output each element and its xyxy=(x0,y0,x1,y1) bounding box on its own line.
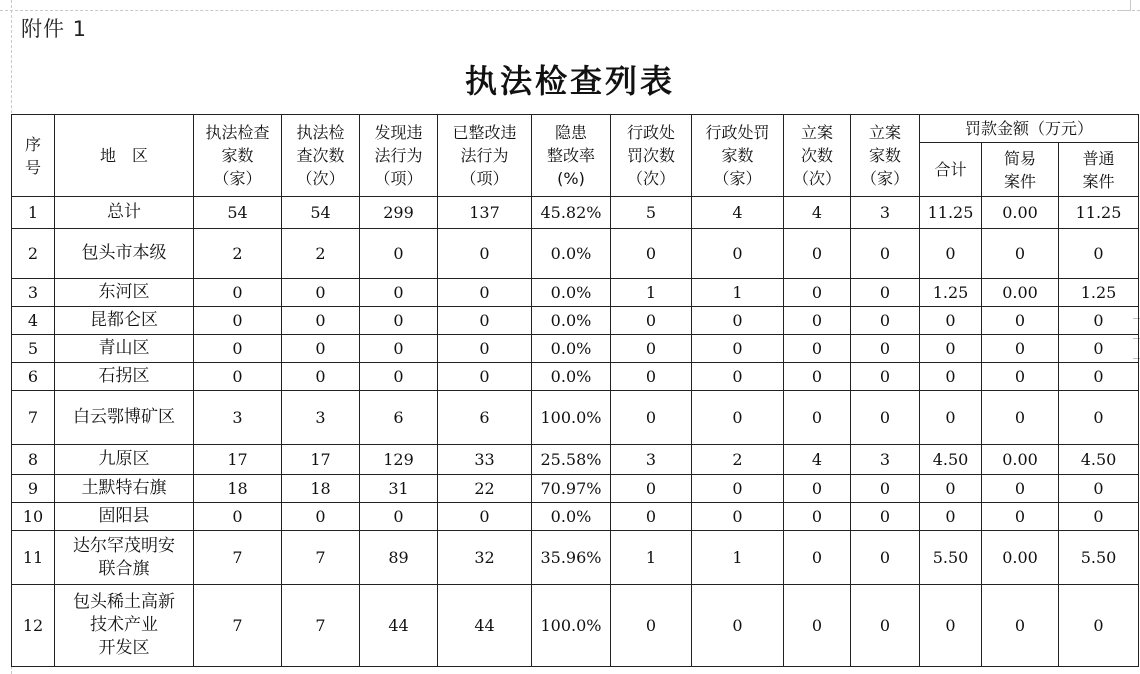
region-line: 技术产业 xyxy=(90,615,158,635)
header-line: 普通 xyxy=(1082,148,1115,168)
header-line: 已整改违 xyxy=(452,123,517,142)
table-cell: 3 xyxy=(611,445,692,475)
table-cell: 5.50 xyxy=(1059,531,1139,585)
table-cell: 0 xyxy=(982,229,1059,279)
table-cell: 22 xyxy=(438,475,532,503)
table-cell: 0 xyxy=(851,279,920,307)
header-line: 执法检查 xyxy=(205,123,270,142)
region-line: 达尔罕茂明安 xyxy=(73,535,175,556)
table-cell: 0 xyxy=(851,391,920,445)
table-cell: 0 xyxy=(920,475,982,503)
table-cell: 33 xyxy=(438,445,532,475)
header-case-households xyxy=(851,115,920,197)
table-cell: 0 xyxy=(282,279,360,307)
table-cell: 0 xyxy=(1059,229,1139,279)
table-cell: 0.00 xyxy=(982,531,1059,585)
table-row xyxy=(12,475,1139,503)
table-cell: 0 xyxy=(360,279,438,307)
header-line: 家数 xyxy=(221,146,254,165)
table-cell: 5 xyxy=(611,197,692,229)
table-body xyxy=(12,197,1139,667)
header-line: 执法检 xyxy=(296,123,345,142)
table-cell: 0 xyxy=(920,585,982,667)
table-cell: 5.50 xyxy=(920,531,982,585)
table-cell: 137 xyxy=(438,197,532,229)
table-cell: 0 xyxy=(438,363,532,391)
header-inspections-households xyxy=(194,115,282,197)
row-region xyxy=(55,229,194,279)
table-cell: 54 xyxy=(282,197,360,229)
attachment-label: 附件 1 xyxy=(21,17,88,41)
table-cell: 0 xyxy=(692,475,784,503)
table-cell: 0 xyxy=(692,585,784,667)
table-cell: 0 xyxy=(611,585,692,667)
table-cell: 32 xyxy=(438,531,532,585)
table-cell: 0 xyxy=(784,363,851,391)
table-cell: 299 xyxy=(360,197,438,229)
row-region xyxy=(55,307,194,335)
row-region xyxy=(55,363,194,391)
table-cell: 4 xyxy=(784,197,851,229)
row-region xyxy=(55,391,194,445)
table-cell: 3 xyxy=(194,391,282,445)
row-region xyxy=(55,585,194,667)
row-seq: 4 xyxy=(12,307,55,335)
table-cell: 0.00 xyxy=(982,197,1059,229)
header-line: （次） xyxy=(792,169,841,188)
table-cell: 6 xyxy=(360,391,438,445)
table-cell: 0 xyxy=(784,229,851,279)
table-cell: 0 xyxy=(611,335,692,363)
table-cell: 0 xyxy=(692,307,784,335)
table-cell: 0 xyxy=(982,391,1059,445)
table-cell: 0 xyxy=(851,503,920,531)
row-region xyxy=(55,475,194,503)
table-cell: 18 xyxy=(282,475,360,503)
table-cell: 0 xyxy=(611,503,692,531)
header-fine-total xyxy=(920,143,982,197)
row-seq: 1 xyxy=(12,197,55,229)
header-line: （次） xyxy=(626,169,675,188)
header-seq xyxy=(12,115,55,197)
table-cell: 0 xyxy=(282,307,360,335)
table-cell: 0.0% xyxy=(532,279,611,307)
table-cell: 0 xyxy=(1059,475,1139,503)
table-cell: 1.25 xyxy=(1059,279,1139,307)
header-line: 案件 xyxy=(1082,171,1115,191)
region-line: 青山区 xyxy=(98,338,150,358)
header-admin-penalty-households xyxy=(692,115,784,197)
table-cell: 3 xyxy=(851,197,920,229)
table-cell: 0 xyxy=(611,229,692,279)
header-case-count xyxy=(784,115,851,197)
row-region xyxy=(55,197,194,229)
row-seq: 7 xyxy=(12,391,55,445)
table-row xyxy=(12,363,1139,391)
table-cell: 0 xyxy=(920,363,982,391)
table-cell: 3 xyxy=(851,445,920,475)
table-cell: 0 xyxy=(611,391,692,445)
table-cell: 44 xyxy=(360,585,438,667)
header-line: 家数 xyxy=(868,146,901,165)
table-row xyxy=(12,503,1139,531)
table-cell: 1.25 xyxy=(920,279,982,307)
row-region xyxy=(55,531,194,585)
table-cell: 0.0% xyxy=(532,307,611,335)
page-edge-top xyxy=(0,10,1140,11)
region-line: 固阳县 xyxy=(98,506,150,526)
region-line: 东河区 xyxy=(98,282,150,302)
table-cell: 1 xyxy=(611,531,692,585)
table-cell: 11.25 xyxy=(920,197,982,229)
table-cell: 1 xyxy=(692,531,784,585)
table-cell: 17 xyxy=(194,445,282,475)
header-row-top xyxy=(12,115,1139,143)
region-line: 白云鄂博矿区 xyxy=(73,407,175,427)
table-cell: 0 xyxy=(692,335,784,363)
table-cell: 0 xyxy=(1059,335,1139,363)
table-cell: 0 xyxy=(784,335,851,363)
table-cell: 129 xyxy=(360,445,438,475)
table-cell: 7 xyxy=(194,585,282,667)
table-cell: 0 xyxy=(851,531,920,585)
header-line: 行政处 xyxy=(626,123,675,142)
region-line: 昆都仑区 xyxy=(90,310,158,330)
table-cell: 4.50 xyxy=(1059,445,1139,475)
table-cell: 6 xyxy=(438,391,532,445)
table-cell: 0 xyxy=(920,503,982,531)
table-cell: 25.58% xyxy=(532,445,611,475)
table-cell: 7 xyxy=(194,531,282,585)
header-violations-found xyxy=(360,115,438,197)
table-cell: 0 xyxy=(611,307,692,335)
table-cell: 0 xyxy=(1059,363,1139,391)
row-seq: 11 xyxy=(12,531,55,585)
table-cell: 0 xyxy=(784,391,851,445)
region-line: 包头市本级 xyxy=(81,243,167,263)
table-cell: 0 xyxy=(282,335,360,363)
table-cell: 0 xyxy=(784,585,851,667)
table-cell: 35.96% xyxy=(532,531,611,585)
table-cell: 0 xyxy=(194,503,282,531)
table-row xyxy=(12,197,1139,229)
table-cell: 0 xyxy=(438,279,532,307)
table-row xyxy=(12,391,1139,445)
table-cell: 4.50 xyxy=(920,445,982,475)
table-cell: 0 xyxy=(920,307,982,335)
table-cell: 0 xyxy=(851,229,920,279)
table-cell: 31 xyxy=(360,475,438,503)
header-fine-group: 罚款金额（万元） xyxy=(920,115,1139,143)
table-cell: 0.0% xyxy=(532,335,611,363)
header-line: （项） xyxy=(460,169,509,188)
header-line: 发现违 xyxy=(374,123,423,142)
header-line: 序 xyxy=(24,134,41,154)
header-line: 查次数 xyxy=(296,146,345,165)
table-cell: 0 xyxy=(692,503,784,531)
inspection-table xyxy=(11,114,1139,667)
table-cell: 0 xyxy=(851,585,920,667)
table-cell: 0 xyxy=(438,229,532,279)
table-cell: 54 xyxy=(194,197,282,229)
header-line: 简易 xyxy=(1003,148,1036,168)
table-cell: 0 xyxy=(194,307,282,335)
table-row xyxy=(12,335,1139,363)
table-cell: 100.0% xyxy=(532,585,611,667)
region-line: 包头稀土高新 xyxy=(73,592,175,612)
table-cell: 7 xyxy=(282,585,360,667)
region-line: 开发区 xyxy=(98,638,150,658)
header-fine-simple xyxy=(982,143,1059,197)
table-cell: 0.00 xyxy=(982,279,1059,307)
table-cell: 0 xyxy=(1059,503,1139,531)
table-cell: 0 xyxy=(982,503,1059,531)
table-row xyxy=(12,229,1139,279)
region-line: 土默特右旗 xyxy=(81,478,167,498)
table-cell: 0 xyxy=(360,503,438,531)
table-cell: 0 xyxy=(692,363,784,391)
table-cell: 0 xyxy=(784,531,851,585)
header-line: 法行为 xyxy=(374,146,423,165)
table-cell: 0 xyxy=(920,229,982,279)
table-cell: 0 xyxy=(360,335,438,363)
table-cell: 0 xyxy=(982,363,1059,391)
table-cell: 0.0% xyxy=(532,363,611,391)
region-line: 联合旗 xyxy=(98,558,150,579)
row-seq: 5 xyxy=(12,335,55,363)
table-cell: 0 xyxy=(982,585,1059,667)
header-line: （项） xyxy=(374,169,423,188)
table-cell: 0 xyxy=(360,229,438,279)
header-line: 家数 xyxy=(721,146,754,165)
row-seq: 2 xyxy=(12,229,55,279)
table-row xyxy=(12,531,1139,585)
row-seq: 8 xyxy=(12,445,55,475)
header-line: 法行为 xyxy=(460,146,509,165)
table-cell: 0 xyxy=(784,475,851,503)
table-cell: 0.0% xyxy=(532,229,611,279)
table-cell: 0 xyxy=(1059,585,1139,667)
table-cell: 2 xyxy=(194,229,282,279)
region-line: 石拐区 xyxy=(98,366,150,386)
header-line: （次） xyxy=(296,169,345,188)
region-line: 九原区 xyxy=(98,449,150,469)
header-line: （家） xyxy=(860,169,909,188)
table-cell: 0 xyxy=(982,307,1059,335)
header-line: 行政处罚 xyxy=(705,123,770,142)
table-cell: 89 xyxy=(360,531,438,585)
table-cell: 45.82% xyxy=(532,197,611,229)
header-line: （家） xyxy=(713,169,762,188)
table-cell: 70.97% xyxy=(532,475,611,503)
header-inspections-count xyxy=(282,115,360,197)
region-line: 总计 xyxy=(107,202,141,222)
table-cell: 44 xyxy=(438,585,532,667)
table-cell: 0 xyxy=(194,363,282,391)
table-cell: 3 xyxy=(282,391,360,445)
table-cell: 0.00 xyxy=(982,445,1059,475)
table-cell: 0 xyxy=(982,335,1059,363)
header-line: 号 xyxy=(24,157,41,177)
table-cell: 0 xyxy=(438,307,532,335)
table-cell: 0 xyxy=(982,475,1059,503)
table-cell: 0 xyxy=(611,363,692,391)
header-line: 案件 xyxy=(1003,171,1036,191)
table-cell: 0 xyxy=(1059,307,1139,335)
table-cell: 0 xyxy=(438,335,532,363)
table-cell: 2 xyxy=(282,229,360,279)
header-line: 罚次数 xyxy=(626,146,675,165)
header-line: 隐患 xyxy=(554,123,587,142)
table-cell: 0 xyxy=(360,363,438,391)
table-cell: 0 xyxy=(360,307,438,335)
table-cell: 0 xyxy=(282,503,360,531)
table-cell: 0 xyxy=(1059,391,1139,445)
table-cell: 0 xyxy=(784,279,851,307)
row-seq: 3 xyxy=(12,279,55,307)
row-seq: 9 xyxy=(12,475,55,503)
table-cell: 0 xyxy=(692,391,784,445)
header-fine-regular xyxy=(1059,143,1139,197)
table-cell: 0 xyxy=(784,307,851,335)
row-seq: 10 xyxy=(12,503,55,531)
table-row xyxy=(12,445,1139,475)
header-line: (%) xyxy=(557,169,585,188)
row-seq: 6 xyxy=(12,363,55,391)
table-cell: 18 xyxy=(194,475,282,503)
row-region xyxy=(55,279,194,307)
page-title: 执法检查列表 xyxy=(464,62,675,100)
table-cell: 17 xyxy=(282,445,360,475)
table-cell: 4 xyxy=(692,197,784,229)
table-cell: 0 xyxy=(438,503,532,531)
table-cell: 0 xyxy=(692,229,784,279)
table-cell: 11.25 xyxy=(1059,197,1139,229)
table-cell: 0 xyxy=(920,391,982,445)
table-cell: 0 xyxy=(194,335,282,363)
table-cell: 1 xyxy=(692,279,784,307)
row-region xyxy=(55,335,194,363)
header-line: 合计 xyxy=(934,160,967,179)
table-cell: 0 xyxy=(611,475,692,503)
table-cell: 0 xyxy=(194,279,282,307)
table-cell: 0 xyxy=(920,335,982,363)
header-region xyxy=(55,115,194,197)
table-cell: 0 xyxy=(851,307,920,335)
table-row xyxy=(12,279,1139,307)
table-row xyxy=(12,585,1139,667)
header-fix-rate xyxy=(532,115,611,197)
table-cell: 1 xyxy=(611,279,692,307)
table-cell: 0 xyxy=(851,335,920,363)
table-cell: 100.0% xyxy=(532,391,611,445)
header-line: 地 区 xyxy=(99,146,148,165)
table-cell: 0 xyxy=(784,503,851,531)
header-admin-penalty-count xyxy=(611,115,692,197)
table-cell: 0 xyxy=(282,363,360,391)
table-cell: 4 xyxy=(784,445,851,475)
header-line: （家） xyxy=(213,169,262,188)
header-line: 次数 xyxy=(800,146,833,165)
header-line: 整改率 xyxy=(546,146,595,165)
table-cell: 0 xyxy=(851,363,920,391)
header-line: 立案 xyxy=(800,123,833,142)
table-row xyxy=(12,307,1139,335)
page-corner-mark xyxy=(1118,0,1131,11)
table-cell: 0 xyxy=(851,475,920,503)
row-region xyxy=(55,503,194,531)
table-cell: 0.0% xyxy=(532,503,611,531)
header-line: 立案 xyxy=(868,123,901,142)
table-cell: 2 xyxy=(692,445,784,475)
row-region xyxy=(55,445,194,475)
row-seq: 12 xyxy=(12,585,55,667)
header-violations-fixed xyxy=(438,115,532,197)
table-cell: 7 xyxy=(282,531,360,585)
